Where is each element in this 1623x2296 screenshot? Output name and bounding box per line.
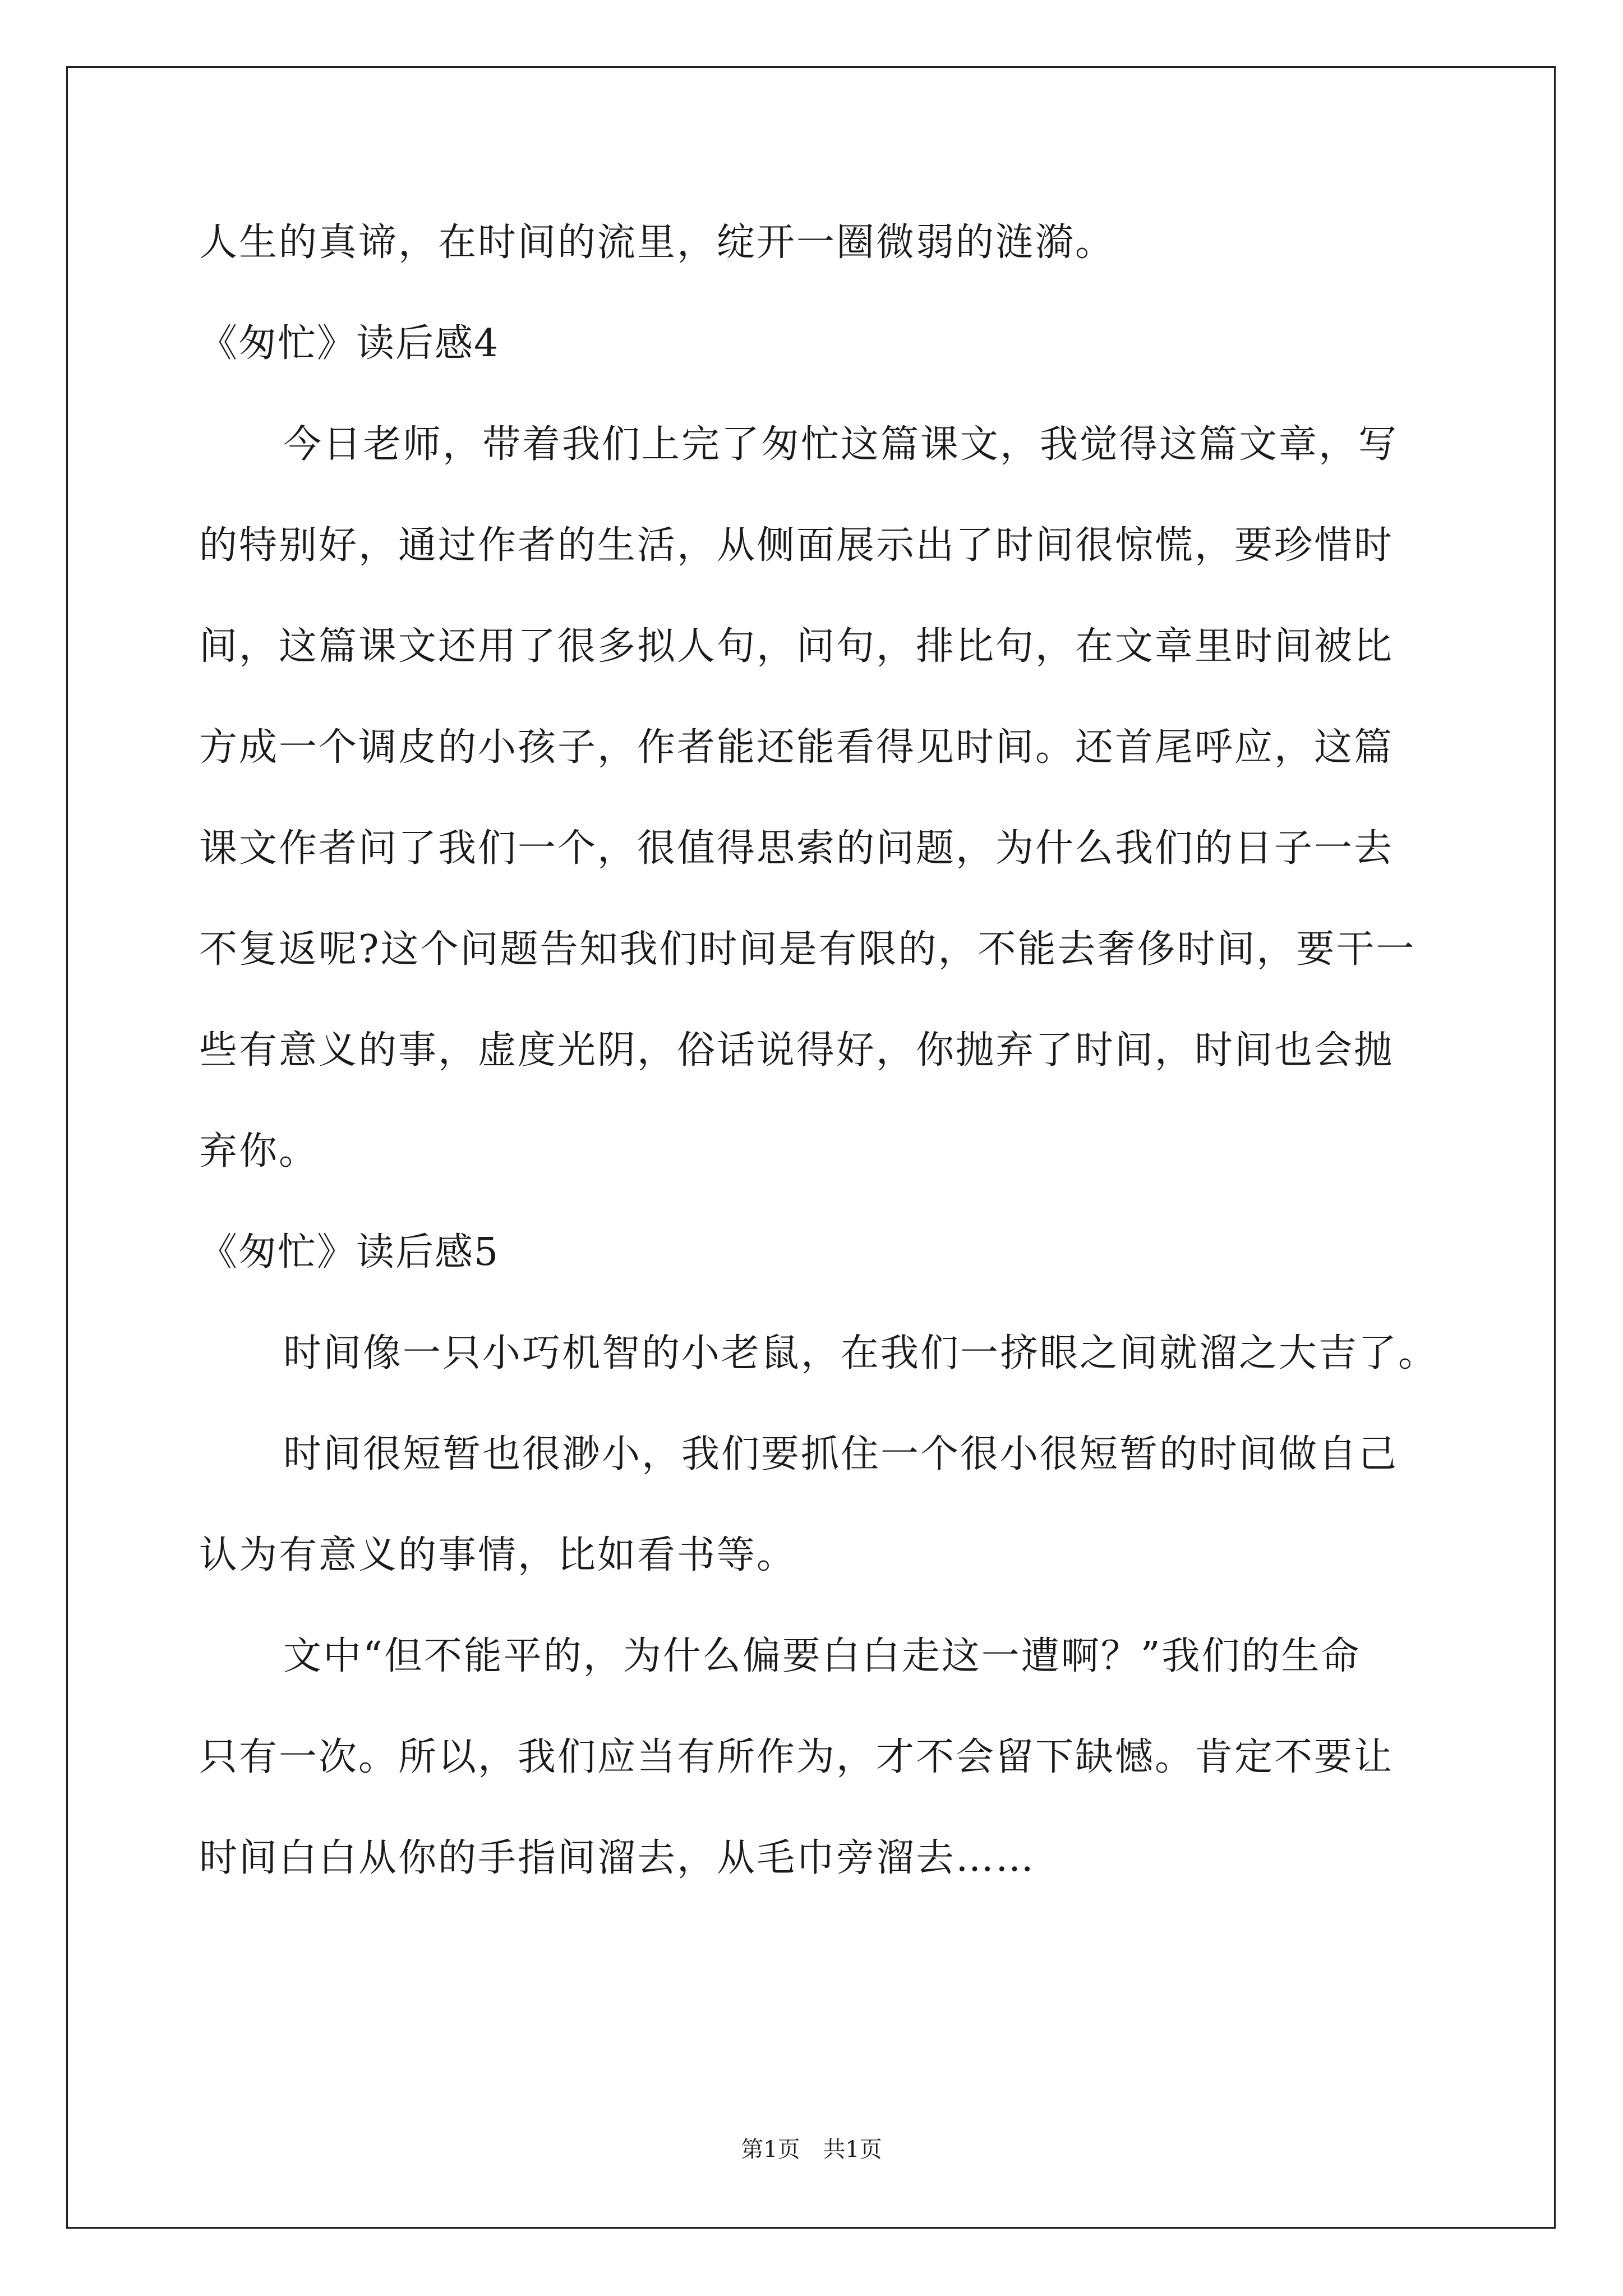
- paragraph-line: 课文作者问了我们一个，很值得思索的问题，为什么我们的日子一去: [199, 826, 1394, 871]
- paragraph-line: 的特别好，通过作者的生活，从侧面展示出了时间很惊慌，要珍惜时: [199, 523, 1394, 568]
- page-number: 第1页: [741, 2137, 800, 2162]
- paragraph-line: 时间很短暂也很渺小，我们要抓住一个很小很短暂的时间做自己: [283, 1432, 1399, 1476]
- page-footer: [0, 2132, 1623, 2164]
- paragraph-line: 弃你。: [199, 1129, 319, 1174]
- section-heading: 《匆忙》读后感5: [199, 1230, 500, 1274]
- page-total: 共1页: [823, 2137, 882, 2162]
- paragraph-line: 间，这篇课文还用了很多拟人句，问句，排比句，在文章里时间被比: [199, 624, 1394, 669]
- paragraph-line: 今日老师，带着我们上完了匆忙这篇课文，我觉得这篇文章，写: [283, 422, 1399, 467]
- paragraph-line: 些有意义的事，虚度光阴，俗话说得好，你抛弃了时间，时间也会抛: [199, 1028, 1394, 1073]
- paragraph-line: 时间白白从你的手指间溜去，从毛巾旁溜去……: [199, 1836, 1036, 1880]
- document-body: [199, 206, 1438, 1923]
- paragraph-line: 时间像一只小巧机智的小老鼠，在我们一挤眼之间就溜之大吉了。: [283, 1331, 1438, 1375]
- paragraph-line: 不复返呢?这个问题告知我们时间是有限的，不能去奢侈时间，要干一: [199, 927, 1416, 972]
- section-heading: 《匆忙》读后感4: [199, 321, 500, 366]
- paragraph-line: 文中“但不能平的，为什么偏要白白走这一遭啊？”我们的生命: [283, 1634, 1361, 1678]
- paragraph-line: 人生的真谛，在时间的流里，绽开一圈微弱的涟漪。: [199, 220, 1115, 265]
- paragraph-line: 认为有意义的事情，比如看书等。: [199, 1533, 797, 1577]
- paragraph-line: 方成一个调皮的小孩子，作者能还能看得见时间。还首尾呼应，这篇: [199, 725, 1394, 770]
- paragraph-line: 只有一次。所以，我们应当有所作为，才不会留下缺憾。肯定不要让: [199, 1735, 1394, 1779]
